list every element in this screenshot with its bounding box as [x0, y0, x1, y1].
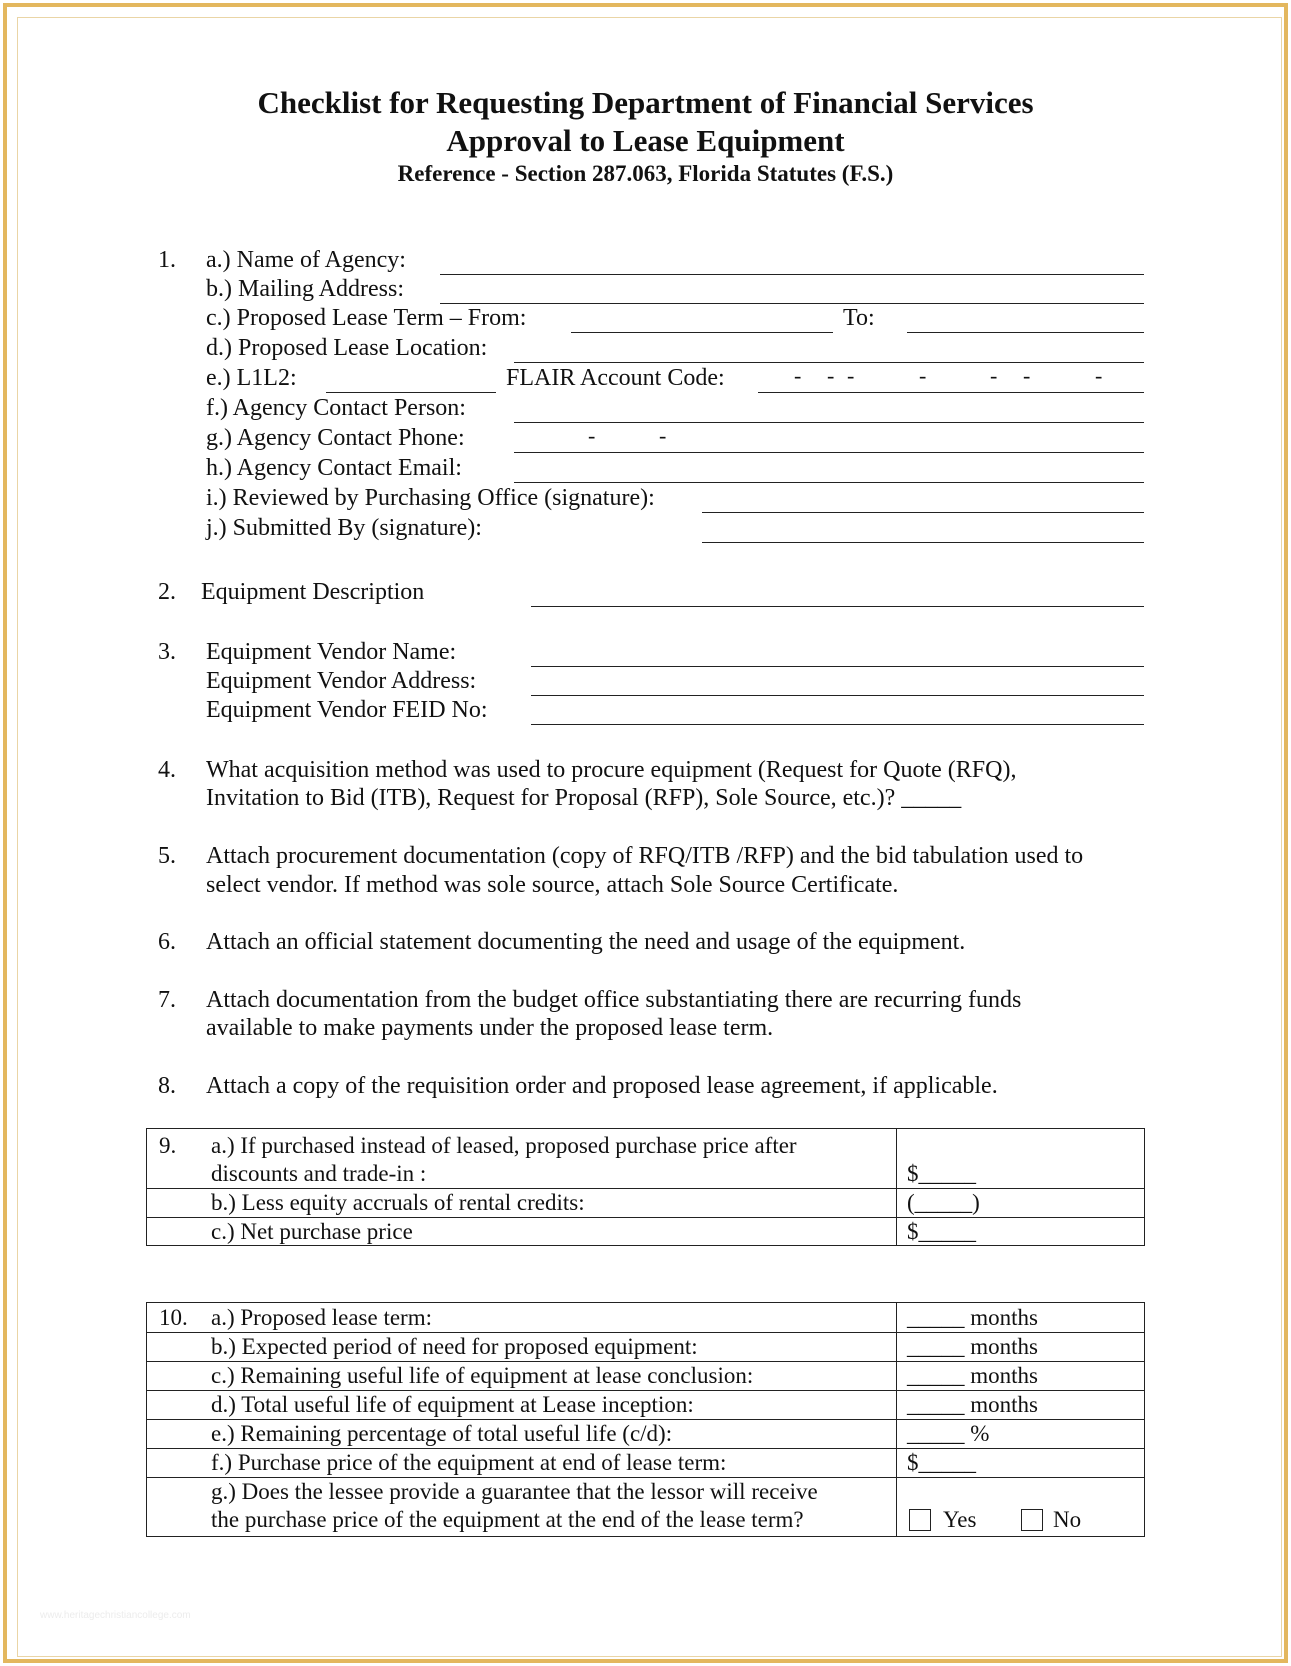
proposed-lease-term-label: a.) Proposed lease term: [211, 1305, 432, 1330]
flair-dash: - [1095, 363, 1103, 388]
procurement-doc-line-2: select vendor. If method was sole source, attach Sole Source Certificate. [206, 872, 899, 898]
lease-term-from-label: c.) Proposed Lease Term – From: [206, 305, 527, 331]
section-10-number: 10. [159, 1305, 188, 1330]
reference-line: Reference - Section 287.063, Florida Statutes (F.S.) [397, 161, 894, 186]
purchase-price-table [146, 1128, 1145, 1246]
lease-term-to-label: To: [843, 305, 875, 331]
flair-dash: - [990, 363, 998, 388]
contact-person-label: f.) Agency Contact Person: [206, 395, 466, 421]
yes-label: Yes [943, 1507, 977, 1532]
phone-dash: - [659, 423, 667, 448]
l1l2-label: e.) L1L2: [206, 365, 297, 391]
net-purchase-price-value[interactable]: $_____ [907, 1219, 976, 1244]
remaining-life-label: c.) Remaining useful life of equipment at lease conclusion: [211, 1363, 754, 1388]
yes-checkbox[interactable] [909, 1509, 931, 1531]
section-7-number: 7. [158, 987, 176, 1013]
contact-phone-field[interactable] [514, 452, 1144, 453]
equipment-description-field[interactable] [531, 606, 1144, 607]
purchasing-signature-field[interactable] [702, 512, 1144, 513]
end-purchase-price-label: f.) Purchase price of the equipment at end of lease term: [211, 1450, 727, 1475]
guarantee-question-line-2: the purchase price of the equipment at the end of the lease term? [211, 1507, 804, 1532]
contact-phone-label: g.) Agency Contact Phone: [206, 425, 465, 451]
contact-person-field[interactable] [514, 422, 1144, 423]
vendor-name-field[interactable] [531, 666, 1144, 667]
flair-account-code-field[interactable] [758, 392, 1144, 393]
flair-dash: - [919, 363, 927, 388]
purchase-price-value[interactable]: $_____ [907, 1161, 976, 1186]
purchasing-signature-label: i.) Reviewed by Purchasing Office (signature): [206, 485, 655, 511]
total-life-label: d.) Total useful life of equipment at Lease inception: [211, 1392, 694, 1417]
lease-location-label: d.) Proposed Lease Location: [206, 335, 488, 361]
budget-doc-line-2: available to make payments under the proposed lease term. [206, 1015, 774, 1041]
section-5-number: 5. [158, 843, 176, 869]
expected-period-value[interactable]: _____ months [907, 1334, 1038, 1359]
phone-dash: - [588, 423, 596, 448]
flair-dash: - [847, 363, 855, 388]
flair-dash: - [827, 363, 835, 388]
equity-accruals-value[interactable]: (_____) [907, 1190, 980, 1215]
vendor-feid-field[interactable] [531, 724, 1144, 725]
end-purchase-price-value[interactable]: $_____ [907, 1450, 976, 1475]
vendor-address-field[interactable] [531, 695, 1144, 696]
budget-doc-line-1: Attach documentation from the budget office substantiating there are recurring funds [206, 987, 1022, 1013]
no-checkbox[interactable] [1021, 1509, 1043, 1531]
total-life-value[interactable]: _____ months [907, 1392, 1038, 1417]
acquisition-question-line-2: Invitation to Bid (ITB), Request for Proposal (RFP), Sole Source, etc.)? _____ [206, 785, 962, 811]
procurement-doc-line-1: Attach procurement documentation (copy of RFQ/ITB /RFP) and the bid tabulation used to [206, 843, 1084, 869]
proposed-lease-term-value[interactable]: _____ months [907, 1305, 1038, 1330]
remaining-percentage-value[interactable]: _____ % [907, 1421, 990, 1446]
agency-name-label: a.) Name of Agency: [206, 247, 406, 273]
equipment-description-label: Equipment Description [201, 579, 425, 605]
guarantee-question-line-1: g.) Does the lessee provide a guarantee that the lessor will receive [211, 1479, 818, 1504]
mailing-address-label: b.) Mailing Address: [206, 276, 404, 302]
flair-dash: - [794, 363, 802, 388]
title-line-1: Checklist for Requesting Department of Financial Services [257, 85, 1034, 120]
vendor-name-label: Equipment Vendor Name: [206, 639, 457, 665]
submitted-by-label: j.) Submitted By (signature): [206, 515, 482, 541]
lease-term-from-field[interactable] [571, 332, 833, 333]
submitted-by-field[interactable] [702, 542, 1144, 543]
vendor-address-label: Equipment Vendor Address: [206, 668, 477, 694]
official-statement-text: Attach an official statement documenting the need and usage of the equipment. [206, 929, 966, 955]
section-2-number: 2. [158, 579, 176, 605]
section-6-number: 6. [158, 929, 176, 955]
section-1-number: 1. [158, 247, 176, 273]
section-3-number: 3. [158, 639, 176, 665]
lease-term-to-field[interactable] [907, 332, 1144, 333]
lease-term-table [146, 1302, 1145, 1537]
no-label: No [1053, 1507, 1082, 1532]
contact-email-field[interactable] [514, 482, 1144, 483]
section-8-number: 8. [158, 1073, 176, 1099]
requisition-text: Attach a copy of the requisition order and proposed lease agreement, if applicable. [206, 1073, 998, 1099]
purchase-price-label-line-2: discounts and trade-in : [211, 1161, 427, 1186]
watermark: www.heritagechristiancollege.com [40, 1610, 191, 1621]
flair-account-code-label: FLAIR Account Code: [506, 365, 725, 391]
section-9-number: 9. [159, 1133, 177, 1158]
remaining-percentage-label: e.) Remaining percentage of total useful life (c/d): [211, 1421, 673, 1446]
table-divider [896, 1129, 897, 1245]
equity-accruals-label: b.) Less equity accruals of rental credits: [211, 1190, 585, 1215]
contact-email-label: h.) Agency Contact Email: [206, 455, 462, 481]
remaining-life-value[interactable]: _____ months [907, 1363, 1038, 1388]
agency-name-field[interactable] [440, 274, 1144, 275]
l1l2-field[interactable] [326, 392, 496, 393]
vendor-feid-label: Equipment Vendor FEID No: [206, 697, 488, 723]
purchase-price-label-line-1: a.) If purchased instead of leased, proposed purchase price after [211, 1133, 797, 1158]
acquisition-question-line-1: What acquisition method was used to procure equipment (Request for Quote (RFQ), [206, 757, 1017, 783]
net-purchase-price-label: c.) Net purchase price [211, 1219, 413, 1244]
section-4-number: 4. [158, 757, 176, 783]
flair-dash: - [1023, 363, 1031, 388]
mailing-address-field[interactable] [440, 303, 1144, 304]
expected-period-label: b.) Expected period of need for proposed equipment: [211, 1334, 698, 1359]
title-line-2: Approval to Lease Equipment [446, 123, 845, 158]
